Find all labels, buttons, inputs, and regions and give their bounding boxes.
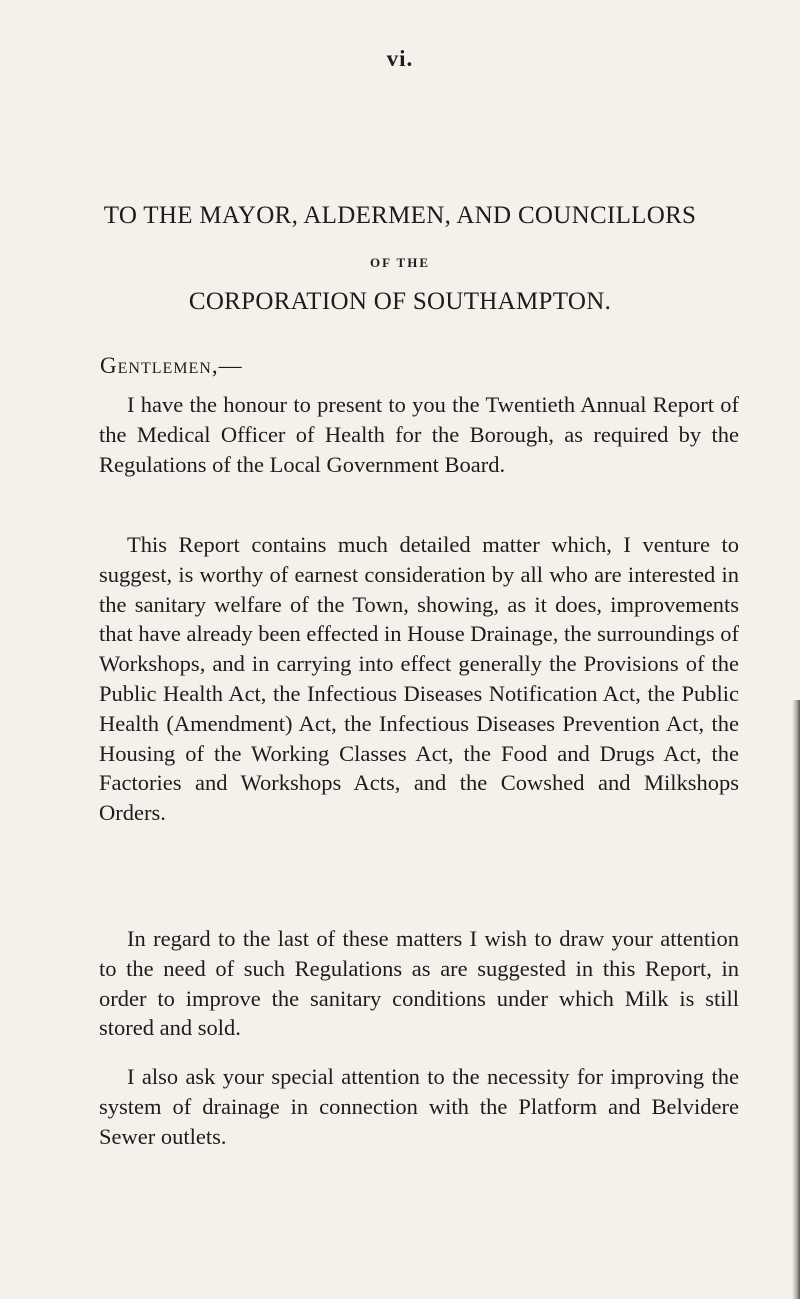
- paragraph-1: I have the honour to present to you the Twentieth Annual Report of the Medical Officer of Health for the Borough, as required by the Regulations of the Local Government Board.: [99, 392, 739, 477]
- paragraph-3: In regard to the last of these matters I wish to draw your attention to the need of such Regulations as are suggested in this Report, in order to improve the sanitary conditions under which Milk is still stored and sold.: [99, 926, 739, 1041]
- address-line-1: TO THE MAYOR, ALDERMEN, AND COUNCILLORS: [103, 202, 697, 229]
- paragraph-2: This Report contains much detailed matter which, I venture to suggest, is worthy of earnest consideration by all who are interested in the sanitary welfare of the Town, showing, as it does, improvements that have already been effected in House Drainage, the surroundings of Workshops, and in carrying into effect generally the Provisions of the Public Health Act, the Infectious Diseases Notification Act, the Public Health (Amendment) Act, the Infectious Diseases Prevention Act, the Housing of the Working Classes Act, the Food and Drugs Act, the Factories and Workshops Acts, and the Cowshed and Milkshops Orders.: [99, 532, 739, 826]
- paragraph-4: I also ask your special attention to the necessity for improving the system of drainage in connection with the Platform and Belvidere Sewer outlets.: [99, 1064, 739, 1149]
- address-line-3: CORPORATION OF SOUTHAMPTON.: [188, 288, 612, 315]
- address-line-2: OF THE: [369, 255, 431, 270]
- page-number: vi.: [386, 46, 414, 71]
- page-edge-shadow: [792, 700, 800, 1299]
- salutation: Gentlemen,—: [100, 353, 243, 378]
